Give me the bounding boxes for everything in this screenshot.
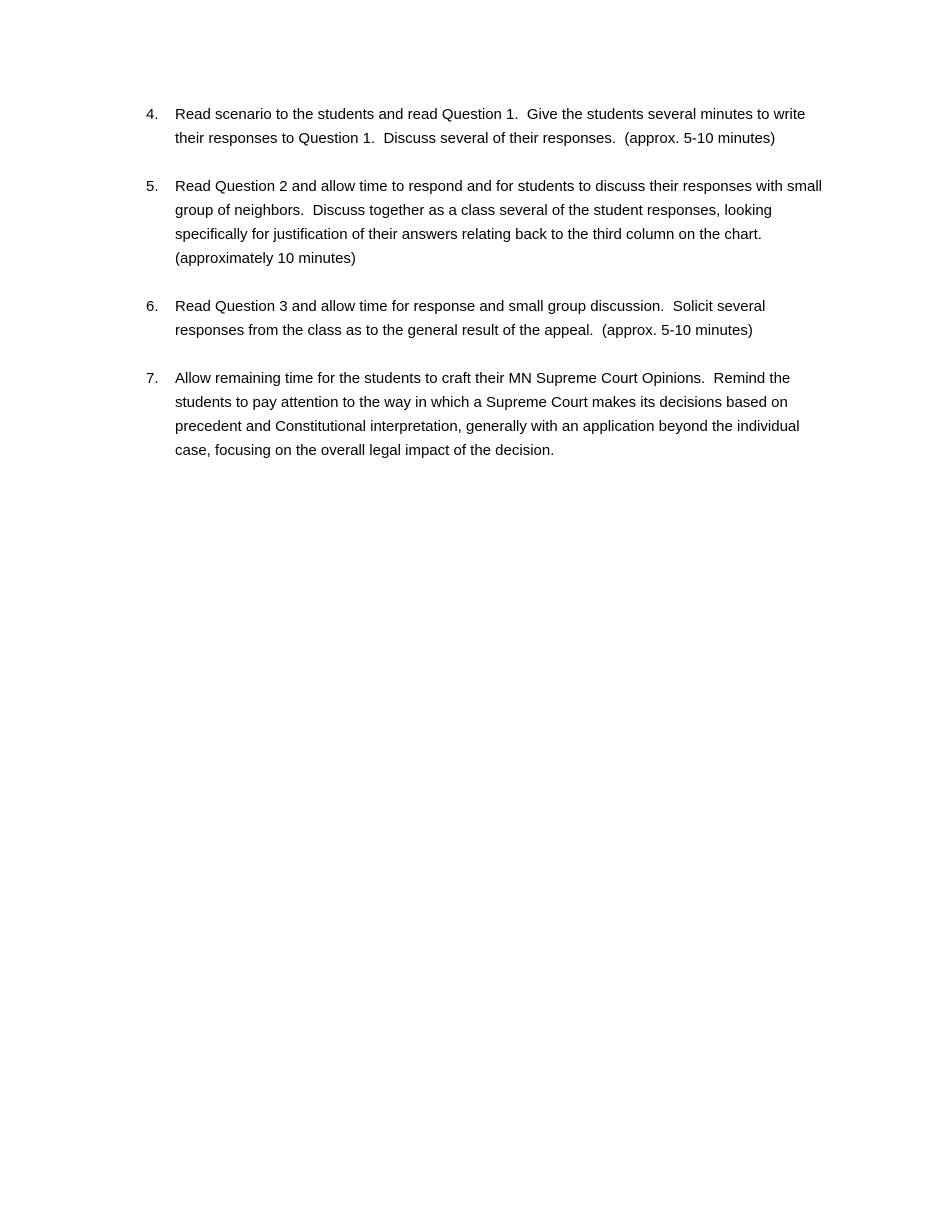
step-text: Read Question 2 and allow time to respond and for students to discuss their responses with small group of neighbors. Discuss together as a class several of the student responses, looking specifically for justification of their answers relating back to the third column on the chart. (approximately 10 minutes) [175, 178, 827, 267]
step-number: 7. [146, 370, 159, 387]
step-number: 6. [146, 298, 159, 315]
step-text: Allow remaining time for the students to craft their MN Supreme Court Opinions. Remind the students to pay attention to the way in which a Supreme Court makes its decisions based on precedent and Constitutional interpretation, generally with an application beyond the individual case, focusing on the overall legal impact of the decision. [175, 370, 804, 459]
step-number: 5. [146, 178, 159, 195]
list-item [146, 175, 836, 271]
list-item [146, 367, 836, 463]
step-number: 4. [146, 106, 159, 123]
step-text: Read scenario to the students and read Question 1. Give the students several minutes to write their responses to Question 1. Discuss several of their responses. (approx. 5-10 minutes) [175, 106, 810, 147]
step-text: Read Question 3 and allow time for response and small group discussion. Solicit several responses from the class as to the general result of the appeal. (approx. 5-10 minutes) [175, 298, 770, 339]
instruction-list [146, 103, 836, 487]
list-item [146, 295, 836, 343]
list-item [146, 103, 836, 151]
